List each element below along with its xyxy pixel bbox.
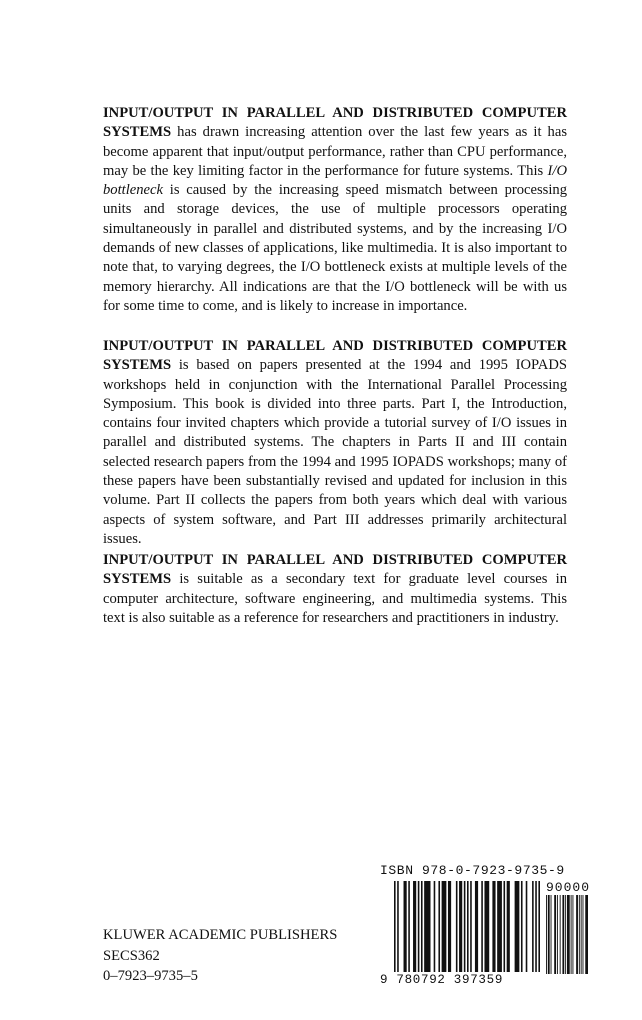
barcode-bar <box>470 881 472 972</box>
blurb-paragraph-3 <box>103 551 567 628</box>
paragraph-text: is caused by the increasing speed mismatch between processing units and storage devices, the use of multiple processors operating simultaneously in parallel and distributed systems, and by the increasing I/O demands of new classes of applications, like multimedia. It is also important to note that, to varying degrees, the I/O bottleneck exists at multiple levels of the memory hierarchy. All indications are that the I/O bottleneck will be with us for some time to come, and is likely to increase in importance. <box>103 182 567 314</box>
blurb-paragraph-1 <box>103 104 567 316</box>
barcode-bar <box>456 881 458 972</box>
barcode-bar <box>497 881 502 972</box>
barcode-bar <box>535 881 537 972</box>
barcode-bar <box>424 881 430 972</box>
book-title-lead: INPUT/OUTPUT IN PARALLEL AND DISTRIBUTED COMPUTER SYSTEMS <box>103 105 567 141</box>
barcode-bar <box>583 895 584 974</box>
isbn-text: 0–7923–9735–5 <box>103 968 198 984</box>
barcode-bar <box>581 895 582 974</box>
barcode-bar <box>557 895 558 974</box>
blurb-paragraph-2 <box>103 337 567 549</box>
barcode-bar <box>532 881 534 972</box>
barcode-bar <box>397 881 399 972</box>
barcode-bar <box>538 881 540 972</box>
barcode-bar <box>560 895 561 974</box>
barcode-bar <box>504 881 506 972</box>
barcode-number: 9 780792 397359 <box>380 973 504 987</box>
barcode-bar <box>484 881 489 972</box>
barcode-bar <box>521 881 523 972</box>
barcode-bar <box>404 881 407 972</box>
barcode-bar <box>565 895 566 974</box>
ean-barcode <box>394 881 540 972</box>
paragraph-text: is suitable as a secondary text for graduate level courses in computer architecture, software engineering, and multimedia systems. This text is also suitable as a reference for researchers and practitioners in industry. <box>103 571 567 626</box>
barcode-bar <box>585 895 588 974</box>
book-title-lead: INPUT/OUTPUT IN PARALLEL AND DISTRIBUTED COMPUTER SYSTEMS <box>103 552 567 588</box>
barcode-bar <box>434 881 436 972</box>
barcode-bar <box>408 881 410 972</box>
barcode-bar <box>515 881 520 972</box>
barcode-bar <box>421 881 423 972</box>
book-title-lead: INPUT/OUTPUT IN PARALLEL AND DISTRIBUTED COMPUTER SYSTEMS <box>103 338 567 374</box>
barcode-bar <box>413 881 416 972</box>
paragraph-text: has drawn increasing attention over the last few years as it has become apparent that input/output performance, rather than CPU performance, may be the key limiting factor in the performance for future systems. This <box>103 124 567 179</box>
barcode-bar <box>551 895 552 974</box>
barcode-bar <box>579 895 580 974</box>
addon-barcode <box>546 895 588 974</box>
barcode-bar <box>562 895 564 974</box>
barcode-bar <box>442 881 447 972</box>
barcode-bar <box>507 881 510 972</box>
barcode-bar <box>418 881 420 972</box>
barcode-bar <box>572 895 573 974</box>
barcode-bar <box>459 881 462 972</box>
barcode-bar <box>464 881 466 972</box>
publisher-name: KLUWER ACADEMIC PUBLISHERS <box>103 927 338 943</box>
barcode-bar <box>554 895 556 974</box>
barcode-isbn-label: ISBN 978-0-7923-9735-9 <box>380 863 565 878</box>
barcode-bar <box>467 881 469 972</box>
paragraph-text: is based on papers presented at the 1994 and 1995 IOPADS workshops held in conjunction with the International Parallel Processing Symposium. This book is divided into three parts. Part I, the Introduction, contains four invited chapters which provide a tutorial survey of I/O issues in parallel and distributed systems. The chapters in Parts II and III contain selected research papers from the 1994 and 1995 IOPADS workshops; many of these papers have been substantially revised and updated for inclusion in this volume. Part II collects the papers from both years which deal with various aspects of system software, and Part III addresses primarily architectural issues. <box>103 357 567 547</box>
barcode-bar <box>394 881 396 972</box>
series-code: SECS362 <box>103 947 160 964</box>
barcode-bar <box>526 881 528 972</box>
barcode-bar <box>548 895 550 974</box>
emphasis-text: I/O bottleneck <box>103 162 567 199</box>
barcode-bar <box>546 895 547 974</box>
barcode-bar <box>571 895 572 974</box>
barcode-bar <box>567 895 570 974</box>
barcode-bar <box>475 881 478 972</box>
barcode-bar <box>576 895 578 974</box>
barcode-bar <box>481 881 483 972</box>
barcode-bar <box>492 881 495 972</box>
publisher-block <box>103 925 337 987</box>
barcode-bar <box>438 881 440 972</box>
barcode-bar <box>448 881 451 972</box>
barcode-addon-number: 90000 <box>546 880 591 895</box>
